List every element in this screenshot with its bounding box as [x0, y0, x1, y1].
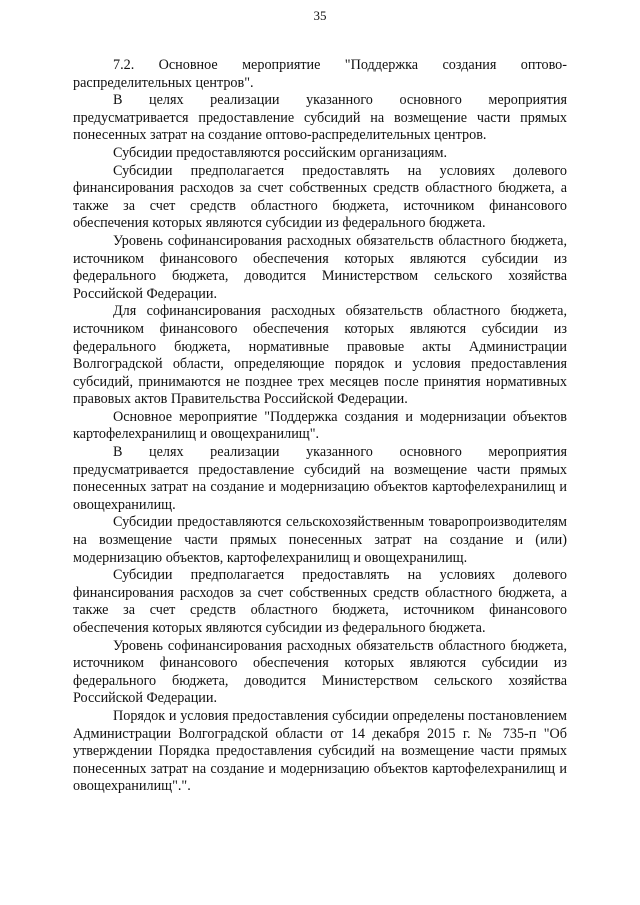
paragraph-cofinancing: Субсидии предполагается предоставлять на условиях долевого финансирования расходов за счет собственных средств областного бюджета, а также за счет средств областного бюджета, источником финансового обеспечения которых являются субсидии из федерального бюджета.	[73, 162, 567, 232]
paragraph-procedure: Порядок и условия предоставления субсидии определены постановлением Администрации Волгоградской области от 14 декабря 2015 г. № 735-п "Об утверждении Порядка предоставления субсидий на возмещение части прямых понесенных затрат на создание и модернизацию объектов картофелехранилищ и овощехранилищ".".	[73, 707, 567, 795]
paragraph-recipients: Субсидии предоставляются российским организациям.	[113, 144, 448, 161]
paragraph-cofinancing-level: Уровень софинансирования расходных обязательств областного бюджета, источником финансового обеспечения которых являются субсидии из федерального бюджета, доводится Министерством сельского хозяйства Российской Федерации.	[73, 232, 567, 302]
paragraph-storage-purpose: В целях реализации указанного основного мероприятия предусматривается предоставление субсидий на возмещение части прямых понесенных затрат на создание и модернизацию объектов картофелехранилищ и овощехранилищ.	[73, 444, 567, 513]
subsection-heading-storage: Основное мероприятие "Поддержка создания и модернизации объектов картофелехранилищ и овощехранилищ".	[73, 408, 567, 443]
paragraph-storage-recipients: Субсидии предоставляются сельскохозяйственным товаропроизводителям на возмещение части прямых понесенных затрат на создание и (или) модернизацию объектов, картофелехранилищ и овощехранилищ.	[73, 514, 567, 566]
paragraph-storage-cofinancing-level: Уровень софинансирования расходных обязательств областного бюджета, источником финансового обеспечения которых являются субсидии из федерального бюджета, доводится Министерством сельского хозяйства Российской Федерации.	[73, 637, 567, 707]
page-number: 35	[313, 8, 327, 23]
paragraph-purpose: В целях реализации указанного основного мероприятия предусматривается предоставление субсидий на возмещение части прямых понесенных затрат на создание оптово-распределительных центров.	[73, 92, 567, 144]
paragraph-storage-cofinancing: Субсидии предполагается предоставлять на условиях долевого финансирования расходов за счет собственных средств областного бюджета, а также за счет средств областного бюджета, источником финансового обеспечения которых являются субсидии из федерального бюджета.	[73, 567, 567, 636]
document-body	[73, 57, 567, 796]
section-heading-7-2: 7.2. Основное мероприятие "Поддержка создания оптово-распределительных центров".	[73, 57, 567, 91]
paragraph-normative-acts: Для софинансирования расходных обязательств областного бюджета, источником финансового обеспечения которых являются субсидии из федерального бюджета, нормативные правовые акты Администрации Волгоградской области, определяющие порядок и условия предоставления субсидий, принимаются не позднее трех месяцев после принятия нормативных правовых актов Правительства Российской Федерации.	[73, 303, 567, 408]
